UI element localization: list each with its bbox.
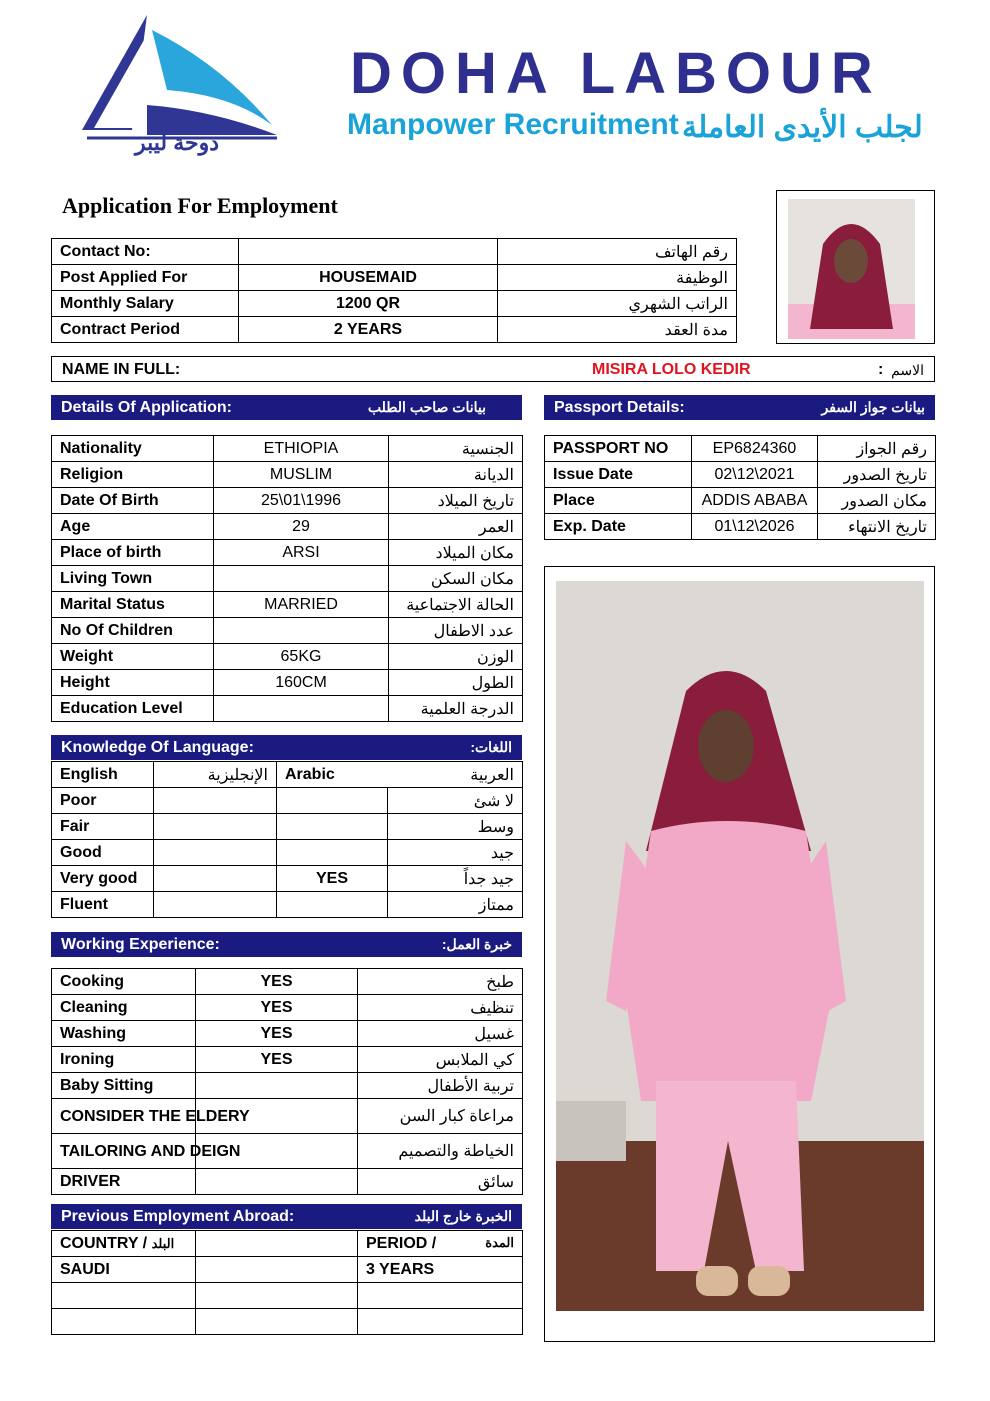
brand-subtitle-arabic: لجلب الأيدى العاملة xyxy=(682,111,923,144)
language-arabic-header-arabic: العربية xyxy=(388,762,523,788)
abroad-header-arabic: الخبرة خارج البلد xyxy=(414,1208,512,1224)
passport-label: Place xyxy=(545,488,692,514)
details-value: 29 xyxy=(214,514,389,540)
full-name-value: MISIRA LOLO KEDIR xyxy=(592,361,751,378)
details-row-living-town xyxy=(52,566,523,592)
experience-row-baby-sitting xyxy=(52,1073,523,1099)
details-label: Date Of Birth xyxy=(52,488,214,514)
experience-header-label: Working Experience: xyxy=(61,936,220,953)
contact-label-arabic: الوظيفة xyxy=(498,265,737,291)
logo-arabic-text: دوحة ليبر xyxy=(134,130,220,155)
language-level-label: Fluent xyxy=(52,892,154,918)
details-value xyxy=(214,566,389,592)
experience-value: YES xyxy=(196,995,358,1021)
passport-row-issue-date xyxy=(545,462,936,488)
contact-label: Monthly Salary xyxy=(52,291,239,317)
contact-row-contact-no xyxy=(52,239,737,265)
contact-label: Post Applied For xyxy=(52,265,239,291)
language-english-header-arabic: الإنجليزية xyxy=(154,762,277,788)
details-row-religion xyxy=(52,462,523,488)
experience-label: Washing xyxy=(52,1021,196,1047)
experience-label: TAILORING AND DEIGN xyxy=(52,1134,196,1169)
details-value: MUSLIM xyxy=(214,462,389,488)
language-level-arabic: جيد جداً xyxy=(388,866,523,892)
details-label-arabic: الديانة xyxy=(389,462,523,488)
experience-value xyxy=(196,1169,358,1195)
details-row-no-of-children xyxy=(52,618,523,644)
contact-label-arabic: الراتب الشهري xyxy=(498,291,737,317)
experience-row-washing xyxy=(52,1021,523,1047)
language-english-header: English xyxy=(52,762,154,788)
language-header-arabic: اللغات: xyxy=(470,739,512,755)
full-body-photo xyxy=(556,581,924,1311)
details-label-arabic: الطول xyxy=(389,670,523,696)
details-value xyxy=(214,618,389,644)
passport-label-arabic: مكان الصدور xyxy=(818,488,936,514)
language-row-fair xyxy=(52,814,523,840)
portrait-frame xyxy=(776,190,935,344)
passport-label-arabic: تاريخ الصدور xyxy=(818,462,936,488)
details-label-arabic: عدد الاطفال xyxy=(389,618,523,644)
full-name-label: NAME IN FULL: xyxy=(62,361,181,378)
experience-label-arabic: سائق xyxy=(358,1169,523,1195)
brand-subtitle: Manpower Recruitment xyxy=(347,108,679,141)
details-label-arabic: الجنسية xyxy=(389,436,523,462)
contact-row-monthly-salary xyxy=(52,291,737,317)
contact-value: 2 YEARS xyxy=(239,317,498,343)
details-value: ARSI xyxy=(214,540,389,566)
contact-label-arabic: رقم الهاتف xyxy=(498,239,737,265)
full-name-row xyxy=(51,356,935,382)
passport-header xyxy=(544,395,935,420)
passport-header-label: Passport Details: xyxy=(554,399,685,416)
abroad-country-value xyxy=(52,1309,196,1335)
language-table xyxy=(51,761,523,918)
passport-row-place xyxy=(545,488,936,514)
experience-label: Cleaning xyxy=(52,995,196,1021)
details-label: Nationality xyxy=(52,436,214,462)
passport-table xyxy=(544,435,936,540)
language-header xyxy=(51,735,522,760)
abroad-period-header: PERIOD / المدة xyxy=(358,1231,523,1257)
experience-value: YES xyxy=(196,1047,358,1073)
abroad-period-value: 3 YEARS xyxy=(358,1257,523,1283)
details-value xyxy=(214,696,389,722)
passport-header-arabic: بيانات جواز السفر xyxy=(821,399,925,415)
experience-row-consider-the-eldery xyxy=(52,1099,523,1134)
passport-value: EP6824360 xyxy=(692,436,818,462)
details-table xyxy=(51,435,523,722)
experience-label-arabic: غسيل xyxy=(358,1021,523,1047)
details-row-date-of-birth xyxy=(52,488,523,514)
details-row-height xyxy=(52,670,523,696)
details-label: Religion xyxy=(52,462,214,488)
contact-value: HOUSEMAID xyxy=(239,265,498,291)
details-label: Height xyxy=(52,670,214,696)
experience-label: CONSIDER THE ELDERY xyxy=(52,1099,196,1134)
experience-value: YES xyxy=(196,1021,358,1047)
language-header-label: Knowledge Of Language: xyxy=(61,739,254,756)
passport-value: ADDIS ABABA xyxy=(692,488,818,514)
abroad-country-value: SAUDI xyxy=(52,1257,196,1283)
experience-row-cleaning xyxy=(52,995,523,1021)
details-label: No Of Children xyxy=(52,618,214,644)
details-label: Age xyxy=(52,514,214,540)
experience-value xyxy=(196,1073,358,1099)
abroad-mid-value xyxy=(196,1257,358,1283)
language-arabic-value xyxy=(277,814,388,840)
experience-header xyxy=(51,932,522,957)
experience-label-arabic: تربية الأطفال xyxy=(358,1073,523,1099)
contact-label-arabic: مدة العقد xyxy=(498,317,737,343)
contact-table xyxy=(51,238,737,343)
passport-label: Issue Date xyxy=(545,462,692,488)
contact-value xyxy=(239,239,498,265)
abroad-period-value xyxy=(358,1283,523,1309)
language-row-very-good xyxy=(52,866,523,892)
experience-label: Cooking xyxy=(52,969,196,995)
language-column-header xyxy=(52,762,523,788)
experience-row-ironing xyxy=(52,1047,523,1073)
full-name-label-arabic: الاسم xyxy=(891,362,924,378)
language-level-label: Good xyxy=(52,840,154,866)
abroad-mid-value xyxy=(196,1283,358,1309)
portrait-photo xyxy=(788,199,915,339)
language-arabic-value xyxy=(277,788,388,814)
details-header xyxy=(51,395,522,420)
details-label-arabic: الوزن xyxy=(389,644,523,670)
abroad-row xyxy=(52,1309,523,1335)
abroad-row xyxy=(52,1283,523,1309)
language-level-arabic: ممتاز xyxy=(388,892,523,918)
details-label-arabic: مكان السكن xyxy=(389,566,523,592)
passport-value: 01\12\2026 xyxy=(692,514,818,540)
experience-header-arabic: خبرة العمل: xyxy=(441,936,512,952)
experience-label-arabic: طبخ xyxy=(358,969,523,995)
experience-row-cooking xyxy=(52,969,523,995)
contact-label: Contract Period xyxy=(52,317,239,343)
full-photo-frame xyxy=(544,566,935,1342)
language-arabic-value xyxy=(277,840,388,866)
details-label: Living Town xyxy=(52,566,214,592)
details-label-arabic: تاريخ الميلاد xyxy=(389,488,523,514)
language-english-value xyxy=(154,892,277,918)
abroad-header xyxy=(51,1204,522,1229)
language-arabic-value: YES xyxy=(277,866,388,892)
details-row-education-level xyxy=(52,696,523,722)
experience-value: YES xyxy=(196,969,358,995)
abroad-mid-value xyxy=(196,1309,358,1335)
passport-label-arabic: تاريخ الانتهاء xyxy=(818,514,936,540)
language-row-good xyxy=(52,840,523,866)
experience-label: Baby Sitting xyxy=(52,1073,196,1099)
details-header-label: Details Of Application: xyxy=(61,399,232,416)
language-row-poor xyxy=(52,788,523,814)
language-level-arabic: لا شئ xyxy=(388,788,523,814)
language-level-arabic: جيد xyxy=(388,840,523,866)
details-value: 25\01\1996 xyxy=(214,488,389,514)
details-row-nationality xyxy=(52,436,523,462)
passport-row-passport-no xyxy=(545,436,936,462)
details-label: Place of birth xyxy=(52,540,214,566)
passport-label-arabic: رقم الجواز xyxy=(818,436,936,462)
details-row-place-of-birth xyxy=(52,540,523,566)
details-header-arabic: بيانات صاحب الطلب xyxy=(367,399,486,415)
abroad-table xyxy=(51,1230,523,1335)
details-value: MARRIED xyxy=(214,592,389,618)
language-level-label: Very good xyxy=(52,866,154,892)
experience-label-arabic: الخياطة والتصميم xyxy=(358,1134,523,1169)
experience-table xyxy=(51,968,523,1195)
contact-row-post-applied-for xyxy=(52,265,737,291)
details-label-arabic: العمر xyxy=(389,514,523,540)
details-value: 160CM xyxy=(214,670,389,696)
language-english-value xyxy=(154,866,277,892)
passport-label: Exp. Date xyxy=(545,514,692,540)
language-level-label: Fair xyxy=(52,814,154,840)
abroad-header-label: Previous Employment Abroad: xyxy=(61,1208,295,1225)
details-row-weight xyxy=(52,644,523,670)
experience-label: Ironing xyxy=(52,1047,196,1073)
abroad-row xyxy=(52,1257,523,1283)
details-value: 65KG xyxy=(214,644,389,670)
details-value: ETHIOPIA xyxy=(214,436,389,462)
contact-label: Contact No: xyxy=(52,239,239,265)
details-row-marital-status xyxy=(52,592,523,618)
experience-row-driver xyxy=(52,1169,523,1195)
language-english-value xyxy=(154,788,277,814)
language-row-fluent xyxy=(52,892,523,918)
details-row-age xyxy=(52,514,523,540)
language-level-arabic: وسط xyxy=(388,814,523,840)
passport-row-exp-date xyxy=(545,514,936,540)
page-title: Application For Employment xyxy=(62,193,338,218)
language-level-label: Poor xyxy=(52,788,154,814)
language-arabic-header: Arabic xyxy=(277,762,388,788)
abroad-column-header xyxy=(52,1231,523,1257)
contact-row-contract-period xyxy=(52,317,737,343)
language-arabic-value xyxy=(277,892,388,918)
abroad-country-header: COUNTRY / البلد xyxy=(52,1231,196,1257)
experience-row-tailoring-and-deign xyxy=(52,1134,523,1169)
contact-value: 1200 QR xyxy=(239,291,498,317)
details-label: Weight xyxy=(52,644,214,670)
abroad-mid-header xyxy=(196,1231,358,1257)
brand-name: DOHA LABOUR xyxy=(350,41,882,106)
details-label-arabic: الحالة الاجتماعية xyxy=(389,592,523,618)
experience-label: DRIVER xyxy=(52,1169,196,1195)
abroad-country-value xyxy=(52,1283,196,1309)
experience-label-arabic: تنظيف xyxy=(358,995,523,1021)
language-english-value xyxy=(154,814,277,840)
details-label: Marital Status xyxy=(52,592,214,618)
language-english-value xyxy=(154,840,277,866)
experience-label-arabic: مراعاة كبار السن xyxy=(358,1099,523,1134)
experience-label-arabic: كي الملابس xyxy=(358,1047,523,1073)
passport-label: PASSPORT NO xyxy=(545,436,692,462)
full-name-colon: : xyxy=(878,361,884,378)
abroad-period-value xyxy=(358,1309,523,1335)
passport-value: 02\12\2021 xyxy=(692,462,818,488)
details-label-arabic: مكان الميلاد xyxy=(389,540,523,566)
details-label: Education Level xyxy=(52,696,214,722)
details-label-arabic: الدرجة العلمية xyxy=(389,696,523,722)
